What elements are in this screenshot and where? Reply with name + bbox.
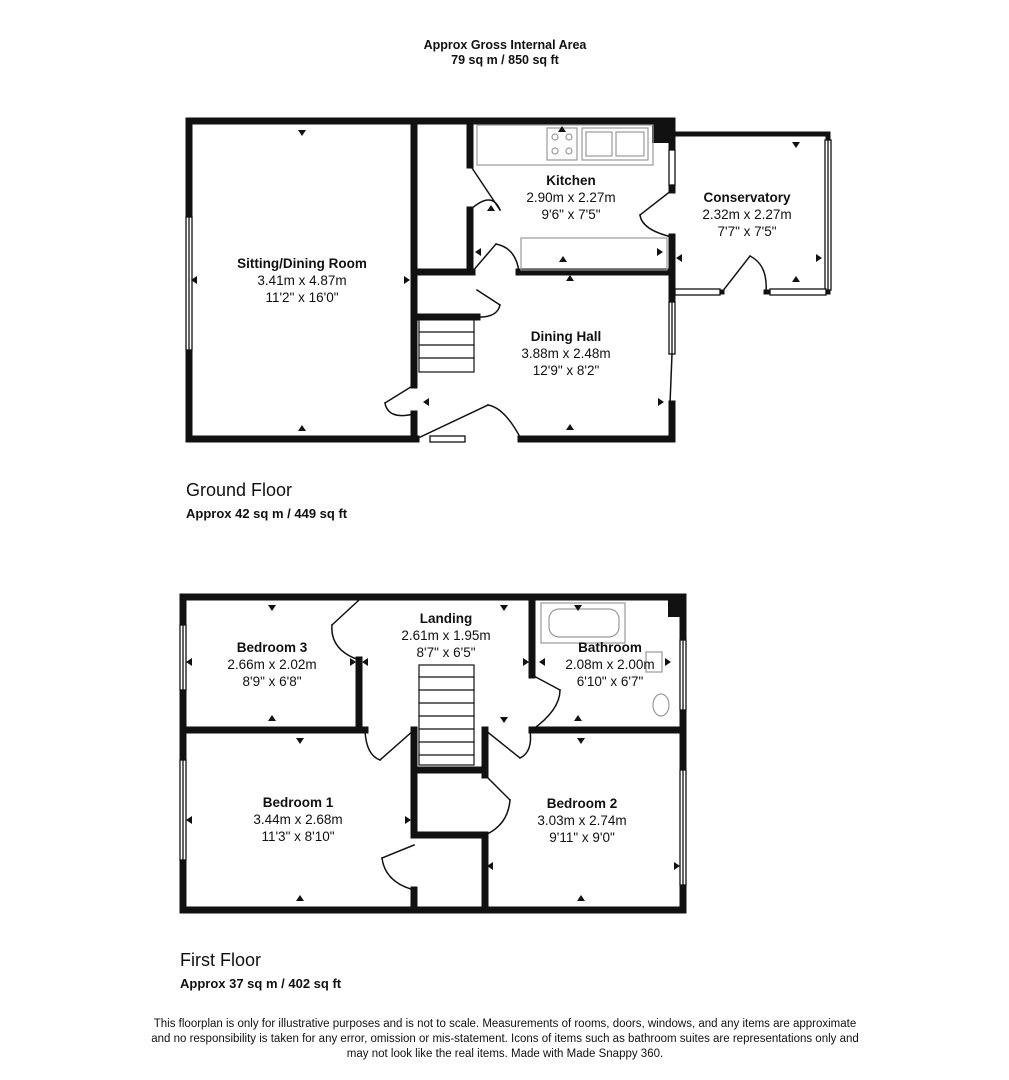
room-label-conservatory	[662, 189, 832, 240]
room-imperial: 8'7" x 6'5"	[416, 645, 476, 660]
gross-area-value: 79 sq m / 850 sq ft	[451, 53, 559, 67]
room-name: Kitchen	[546, 173, 596, 188]
chimney-block	[652, 121, 670, 143]
room-name: Dining Hall	[530, 329, 602, 344]
disclaimer-line-3: may not look like the real items. Made with Made Snappy 360.	[346, 1048, 664, 1060]
room-metric: 2.08m x 2.00m	[565, 657, 655, 672]
room-metric: 3.03m x 2.74m	[537, 813, 627, 828]
ground-floor-area: Approx 42 sq m / 449 sq ft	[186, 506, 348, 521]
room-label-bathroom	[525, 639, 695, 690]
room-label-kitchen	[486, 172, 656, 223]
gross-area-title: Approx Gross Internal Area	[423, 38, 587, 52]
room-name: Bathroom	[578, 640, 642, 655]
room-imperial: 11'3" x 8'10"	[261, 829, 335, 844]
room-name: Bedroom 1	[262, 795, 334, 810]
room-imperial: 6'10" x 6'7"	[576, 674, 644, 689]
room-imperial: 8'9" x 6'8"	[242, 674, 302, 689]
first-floor-area: Approx 37 sq m / 402 sq ft	[180, 976, 342, 991]
first-floor-title: First Floor	[180, 950, 261, 970]
room-imperial: 12'9" x 8'2"	[532, 363, 600, 378]
disclaimer-line-2: and no responsibility is taken for any error, omission or mis-statement. Icons of items such as bathroom suites are representations only and	[151, 1033, 859, 1045]
room-name: Sitting/Dining Room	[237, 256, 367, 271]
disclaimer	[120, 1017, 890, 1062]
room-metric: 2.66m x 2.02m	[227, 657, 317, 672]
room-label-landing	[361, 610, 531, 661]
room-label-bedroom-3	[187, 639, 357, 690]
room-imperial: 11'2" x 16'0"	[265, 290, 339, 305]
room-name: Bedroom 3	[236, 640, 308, 655]
staircase-first	[419, 665, 474, 765]
room-imperial: 9'11" x 9'0"	[549, 830, 615, 845]
room-name: Landing	[419, 611, 473, 626]
room-imperial: 7'7" x 7'5"	[717, 224, 777, 239]
gross-area-header	[355, 38, 655, 68]
room-name: Conservatory	[703, 190, 791, 205]
room-metric: 3.88m x 2.48m	[521, 346, 611, 361]
room-name: Bedroom 2	[546, 796, 618, 811]
ground-floor-title: Ground Floor	[186, 480, 293, 500]
room-metric: 2.90m x 2.27m	[526, 190, 616, 205]
room-label-bedroom-2	[497, 795, 667, 846]
room-metric: 3.44m x 2.68m	[253, 812, 343, 827]
room-metric: 2.61m x 1.95m	[401, 628, 491, 643]
room-metric: 3.41m x 4.87m	[257, 273, 347, 288]
staircase-ground	[419, 319, 474, 372]
room-label-dining-hall	[481, 328, 651, 379]
room-label-sitting-dining	[217, 255, 387, 306]
room-imperial: 9'6" x 7'5"	[541, 207, 601, 222]
disclaimer-line-1: This floorplan is only for illustrative purposes and is not to scale. Measurements of rooms, doors, windows, and any items are approximate	[153, 1018, 857, 1030]
room-metric: 2.32m x 2.27m	[702, 207, 792, 222]
bathroom-chimney	[668, 597, 683, 617]
room-label-bedroom-1	[213, 794, 383, 845]
